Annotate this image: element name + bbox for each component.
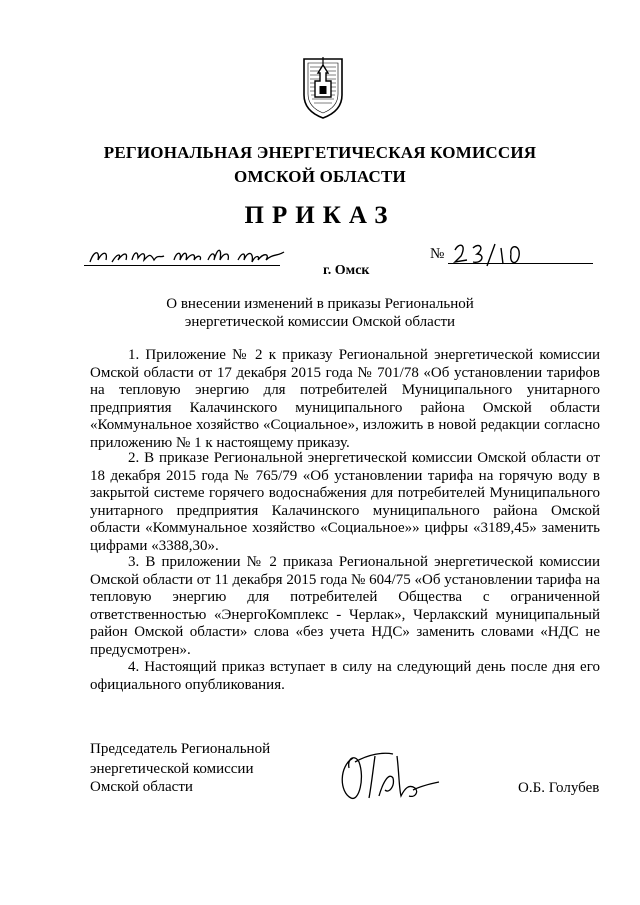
- handwritten-signature: [335, 748, 445, 804]
- paragraph-2: 2. В приказе Региональной энергетической комиссии Омской области от 18 декабря 2015 года № 765/79 «Об установлении тарифа на горячую воду в закрытой системе горячего водоснабжения для потребителей Муниципального унитарного предприятия Калачинского муниципального района Омской области «Коммунальное хозяйство «Социальное»» цифры «3189,45» заменить цифрами «3388,30».: [90, 450, 600, 554]
- city-label: г. Омск: [323, 263, 370, 278]
- document-title: ПРИКАЗ: [244, 202, 396, 229]
- organization-name-line2: ОМСКОЙ ОБЛАСТИ: [234, 167, 406, 186]
- signer-name: О.Б. Голубев: [518, 780, 600, 796]
- number-underline: [448, 263, 593, 264]
- paragraph-1: 1. Приложение № 2 к приказу Региональной энергетической комиссии Омской области от 17 декабря 2015 года № 701/78 «Об установлении тарифов на тепловую энергию для потребителей Муниципального унитарного предприятия Калачинского муниципального района Омской области «Коммунальное хозяйство «Социальное», изложить в новой редакции согласно приложению № 1 к настоящему приказу.: [90, 347, 600, 451]
- subject-line1: О внесении изменений в приказы Региональной: [166, 296, 474, 312]
- paragraph-3: 3. В приложении № 2 приказа Региональной энергетической комиссии Омской области от 11 декабря 2015 года № 604/75 «Об установлении тарифа на тепловую энергию для потребителей Общества с ограниченной ответственностью «ЭнергоКомплекс - Черлак», Черлакский муниципальный район Омской области» слова «без учета НДС» заменить словами «НДС не предусмотрен».: [90, 554, 600, 658]
- number-label: №: [430, 246, 445, 262]
- paragraph-4: 4. Настоящий приказ вступает в силу на следующий день после дня его официального опубликования.: [90, 659, 600, 693]
- signer-position-line2: энергетической комиссии: [90, 761, 254, 777]
- omsk-coat-of-arms-emblem: [300, 55, 346, 121]
- subject-line2: энергетической комиссии Омской области: [184, 314, 456, 330]
- signer-position-line1: Председатель Региональной: [90, 741, 271, 757]
- organization-name-line1: РЕГИОНАЛЬНАЯ ЭНЕРГЕТИЧЕСКАЯ КОМИССИЯ: [103, 143, 537, 162]
- signer-position-line3: Омской области: [90, 779, 193, 795]
- date-underline: [84, 265, 280, 266]
